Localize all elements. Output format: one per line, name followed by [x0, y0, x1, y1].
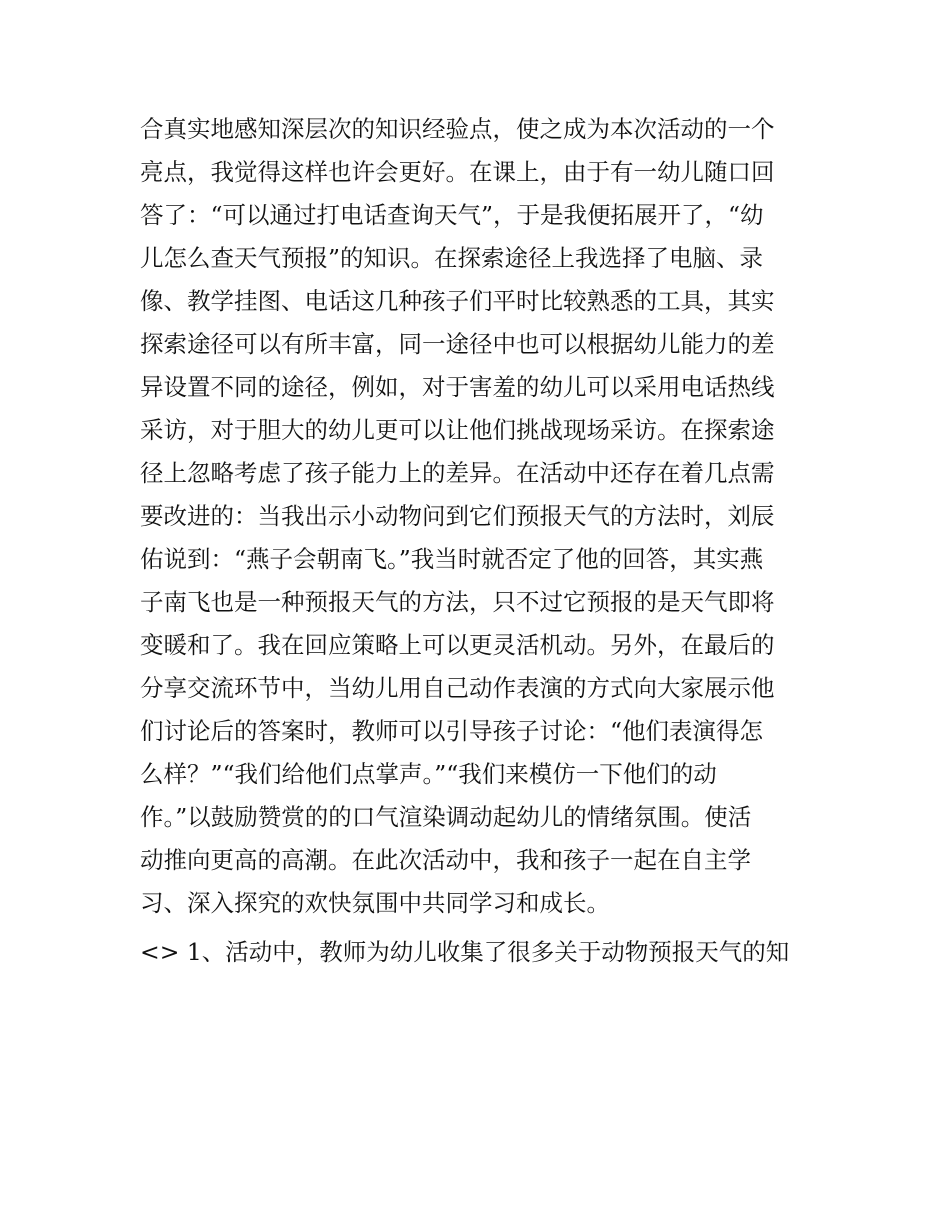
text-line: 作。”以鼓励赞赏的的口气渲染调动起幼儿的情绪氛围。使活: [140, 803, 752, 831]
text-line: 答了：“可以通过打电话查询天气”，于是我便拓展开了，“幼: [140, 201, 764, 229]
text-line: 习、深入探究的欢快氛围中共同学习和成长。: [140, 889, 610, 917]
text-line: 要改进的：当我出示小动物问到它们预报天气的方法时，刘辰: [140, 502, 775, 530]
text-line: 么样？”“我们给他们点掌声。”“我们来模仿一下他们的动: [140, 760, 717, 788]
text-line: 子南飞也是一种预报天气的方法，只不过它预报的是天气即将: [140, 588, 775, 616]
text-line: <> 1、活动中，教师为幼儿收集了很多关于动物预报天气的知: [140, 938, 790, 966]
text-line: 合真实地感知深层次的知识经验点，使之成为本次活动的一个: [140, 115, 775, 143]
body-text: [140, 108, 820, 974]
text-line: 探索途径可以有所丰富，同一途径中也可以根据幼儿能力的差: [140, 330, 775, 358]
text-line: 异设置不同的途径，例如，对于害羞的幼儿可以采用电话热线: [140, 373, 775, 401]
text-line: 动推向更高的高潮。在此次活动中，我和孩子一起在自主学: [140, 846, 751, 874]
text-line: 分享交流环节中，当幼儿用自己动作表演的方式向大家展示他: [140, 674, 775, 702]
paragraph-list-item: [140, 931, 820, 974]
text-line: 儿怎么查天气预报”的知识。在探索途径上我选择了电脑、录: [140, 244, 764, 272]
text-line: 佑说到：“燕子会朝南飞。”我当时就否定了他的回答，其实燕: [140, 545, 764, 573]
text-line: 采访，对于胆大的幼儿更可以让他们挑战现场采访。在探索途: [140, 416, 775, 444]
text-line: 径上忽略考虑了孩子能力上的差异。在活动中还存在着几点需: [140, 459, 775, 487]
text-line: 亮点，我觉得这样也许会更好。在课上，由于有一幼儿随口回: [140, 158, 775, 186]
paragraph-reflection: [140, 108, 820, 925]
text-line: 们讨论后的答案时，教师可以引导孩子讨论：“他们表演得怎: [140, 717, 764, 745]
text-line: 像、教学挂图、电话这几种孩子们平时比较熟悉的工具，其实: [140, 287, 775, 315]
text-line: 变暖和了。我在回应策略上可以更灵活机动。另外，在最后的: [140, 631, 775, 659]
